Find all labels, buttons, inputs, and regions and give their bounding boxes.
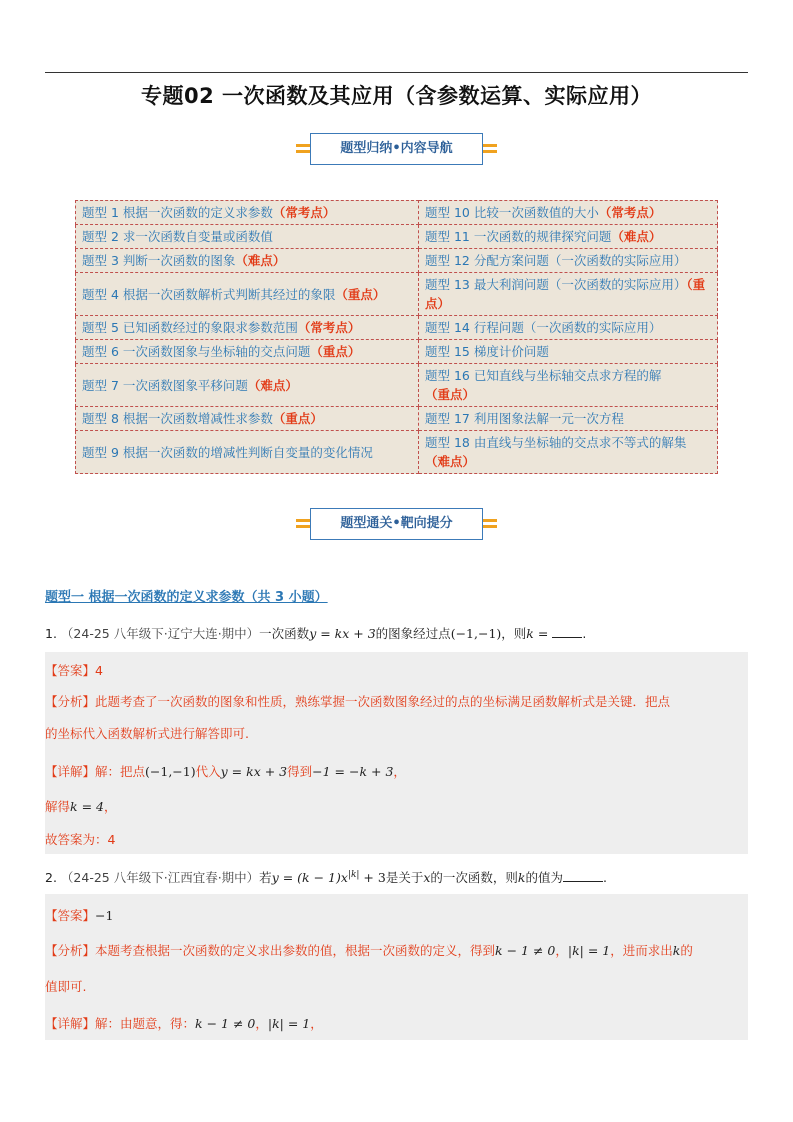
nav-item-label: 题型 6 一次函数图象与坐标轴的交点问题 xyxy=(82,344,311,359)
section-heading[interactable]: 题型一 根据一次函数的定义求参数（共 3 小题） xyxy=(45,590,328,605)
nav-row xyxy=(76,316,718,340)
nav-item-tag: （重点） xyxy=(425,277,706,311)
question-text: 是关于 xyxy=(385,870,424,885)
question-source: （24-25 八年级下·辽宁大连·期中） xyxy=(60,626,260,641)
analysis-text: ， xyxy=(555,943,568,958)
nav-item-label: 题型 11 一次函数的规律探究问题 xyxy=(425,229,612,244)
answer-line xyxy=(45,661,748,679)
solve-text: 解得 xyxy=(45,799,71,814)
nav-item-label: 题型 2 求一次函数自变量或函数值 xyxy=(82,229,273,244)
nav-item-tag: （难点） xyxy=(247,377,298,393)
nav-item-left[interactable] xyxy=(76,201,419,225)
banner-left-ornament-icon xyxy=(296,517,310,531)
point: (−1,−1) xyxy=(145,764,196,779)
equation: −1 = −k + 3 xyxy=(312,764,394,779)
nav-item-left[interactable] xyxy=(76,225,419,249)
nav-item-tag: （难点） xyxy=(235,253,286,268)
nav-item-tag: （常考点） xyxy=(272,205,336,220)
equation: |k| = 1 xyxy=(567,943,611,958)
question-text: . xyxy=(603,870,607,885)
nav-item-label: 题型 17 利用图象法解一元一次方程 xyxy=(425,411,624,426)
nav-row xyxy=(76,225,718,249)
answer-line xyxy=(45,906,748,924)
question-text: 一次函数 xyxy=(259,626,310,641)
final-answer: 故答案为：4 xyxy=(45,832,116,847)
question-text: 的一次函数，则 xyxy=(430,870,518,885)
nav-row xyxy=(76,407,718,431)
analysis-line xyxy=(45,941,748,959)
nav-row xyxy=(76,201,718,225)
answer-value: 4 xyxy=(95,663,103,678)
analysis-text: 的坐标代入函数解析式进行解答即可. xyxy=(45,726,249,741)
question-number: 2. xyxy=(45,870,57,885)
nav-item-right[interactable] xyxy=(419,364,718,407)
analysis-text: ，进而求出 xyxy=(610,943,673,958)
nav-item-right[interactable] xyxy=(419,407,718,431)
question-text: 的图象经过点 xyxy=(375,626,451,641)
equation: k − 1 ≠ 0 xyxy=(495,943,556,958)
nav-item-tag: （重点） xyxy=(310,344,361,359)
question-1 xyxy=(45,624,586,642)
nav-item-right[interactable] xyxy=(419,431,718,474)
answer-box-2 xyxy=(45,894,748,1040)
nav-item-label: 题型 1 根据一次函数的定义求参数 xyxy=(82,205,273,220)
equation: y = kx + 3 xyxy=(309,626,376,641)
nav-item-left[interactable] xyxy=(76,316,419,340)
nav-item-right[interactable] xyxy=(419,249,718,273)
nav-item-tag: （重点） xyxy=(335,286,386,302)
nav-item-tag: （重点） xyxy=(425,387,476,402)
answer-label: 【答案】 xyxy=(45,908,96,923)
document-title: 专题02 一次函数及其应用（含参数运算、实际应用） xyxy=(140,84,653,108)
topic-navigation-table xyxy=(75,200,718,474)
variable: k = xyxy=(526,626,549,641)
variable: x xyxy=(423,870,431,885)
nav-row xyxy=(76,249,718,273)
equation: y = (k − 1)x xyxy=(271,870,348,885)
equation: |k| = 1 xyxy=(267,1016,311,1031)
answer-box-1 xyxy=(45,652,748,854)
nav-item-tag: （难点） xyxy=(425,454,476,469)
detail-line xyxy=(45,1014,748,1032)
answer-blank[interactable] xyxy=(563,868,603,882)
detail-text: 得到 xyxy=(287,764,313,779)
equation: k − 1 ≠ 0 xyxy=(195,1016,256,1031)
analysis-label: 【分析】 xyxy=(45,943,96,958)
answer-blank[interactable] xyxy=(552,624,582,638)
nav-banner xyxy=(310,133,483,165)
banner-left-ornament-icon xyxy=(296,142,310,156)
detail-text: 解：把点 xyxy=(95,764,146,779)
nav-banner-label: 题型归纳•内容导航 xyxy=(340,141,453,156)
variable: k xyxy=(517,870,526,885)
nav-item-label: 题型 4 根据一次函数解析式判断其经过的象限 xyxy=(82,286,336,302)
detail-text: ， xyxy=(393,764,406,779)
banner-right-ornament-icon xyxy=(483,142,497,156)
point: (−1,−1) xyxy=(450,626,502,641)
nav-item-label: 题型 13 最大利润问题（一次函数的实际应用） xyxy=(425,277,687,292)
equation: y = kx + 3 xyxy=(220,764,288,779)
analysis-line xyxy=(45,692,748,710)
answer-label: 【答案】 xyxy=(45,663,96,678)
analysis-label: 【分析】 xyxy=(45,694,96,709)
solve-text: ， xyxy=(103,799,117,814)
nav-row xyxy=(76,273,718,316)
nav-item-label: 题型 10 比较一次函数值的大小 xyxy=(425,205,599,220)
detail-text: 代入 xyxy=(195,764,221,779)
nav-item-right[interactable] xyxy=(419,225,718,249)
nav-row xyxy=(76,364,718,407)
nav-item-label: 题型 16 已知直线与坐标轴交点求方程的解 xyxy=(425,368,662,383)
nav-item-left[interactable] xyxy=(76,273,419,316)
detail-text: 解：由题意，得： xyxy=(95,1016,196,1031)
detail-text: ， xyxy=(310,1016,323,1031)
nav-item-label: 题型 15 梯度计价问题 xyxy=(425,344,549,359)
question-source: （24-25 八年级下·江西宜春·期中） xyxy=(60,870,260,885)
nav-item-left[interactable] xyxy=(76,340,419,364)
practice-banner-label: 题型通关•靶向提分 xyxy=(340,516,453,531)
analysis-line xyxy=(45,724,748,742)
analysis-text: 的 xyxy=(680,943,693,958)
nav-item-label: 题型 5 已知函数经过的象限求参数范围 xyxy=(82,320,298,335)
question-text: ，则 xyxy=(501,626,527,641)
nav-item-tag: （常考点） xyxy=(297,320,361,335)
answer-value: −1 xyxy=(95,908,114,923)
nav-item-label: 题型 12 分配方案问题（一次函数的实际应用） xyxy=(425,253,687,268)
nav-item-right[interactable] xyxy=(419,201,718,225)
nav-item-left[interactable] xyxy=(76,249,419,273)
nav-item-label: 题型 9 根据一次函数的增减性判断自变量的变化情况 xyxy=(82,444,373,460)
nav-row xyxy=(76,340,718,364)
question-text: . xyxy=(582,626,587,641)
variable: k xyxy=(672,943,681,958)
solve-line xyxy=(45,797,748,815)
nav-item-label: 题型 3 判断一次函数的图象 xyxy=(82,253,236,268)
analysis-text: 此题考查了一次函数的图象和性质，熟练掌握一次函数图象经过的点的坐标满足函数解析式是关键．把点 xyxy=(95,694,671,709)
nav-item-left[interactable] xyxy=(76,364,419,407)
nav-item-label: 题型 8 根据一次函数增减性求参数 xyxy=(82,411,273,426)
exponent: |k| xyxy=(347,869,360,880)
question-number: 1. xyxy=(45,626,57,641)
nav-item-right[interactable] xyxy=(419,316,718,340)
final-line xyxy=(45,830,748,848)
nav-item-label: 题型 14 行程问题（一次函数的实际应用） xyxy=(425,320,662,335)
nav-item-label: 题型 7 一次函数图象平移问题 xyxy=(82,377,248,393)
nav-item-left[interactable] xyxy=(76,407,419,431)
practice-banner xyxy=(310,508,483,540)
question-text: 的值为 xyxy=(525,870,564,885)
analysis-text: 值即可. xyxy=(45,979,87,994)
nav-item-right[interactable] xyxy=(419,273,718,316)
analysis-line xyxy=(45,977,748,995)
nav-item-right[interactable] xyxy=(419,340,718,364)
nav-item-tag: （常考点） xyxy=(598,205,662,220)
equation: + 3 xyxy=(359,870,386,885)
nav-item-left[interactable] xyxy=(76,431,419,474)
top-rule xyxy=(45,72,748,73)
nav-row xyxy=(76,431,718,474)
detail-label: 【详解】 xyxy=(45,1016,96,1031)
detail-label: 【详解】 xyxy=(45,764,96,779)
banner-right-ornament-icon xyxy=(483,517,497,531)
nav-item-tag: （难点） xyxy=(611,229,662,244)
detail-line xyxy=(45,762,748,780)
analysis-text: 本题考查根据一次函数的定义求出参数的值，根据一次函数的定义，得到 xyxy=(95,943,496,958)
nav-item-tag: （重点） xyxy=(272,411,323,426)
nav-item-label: 题型 18 由直线与坐标轴的交点求不等式的解集 xyxy=(425,435,687,450)
question-text: 若 xyxy=(259,870,272,885)
equation: k = 4 xyxy=(70,799,104,814)
detail-text: ， xyxy=(255,1016,268,1031)
question-2 xyxy=(45,868,607,886)
